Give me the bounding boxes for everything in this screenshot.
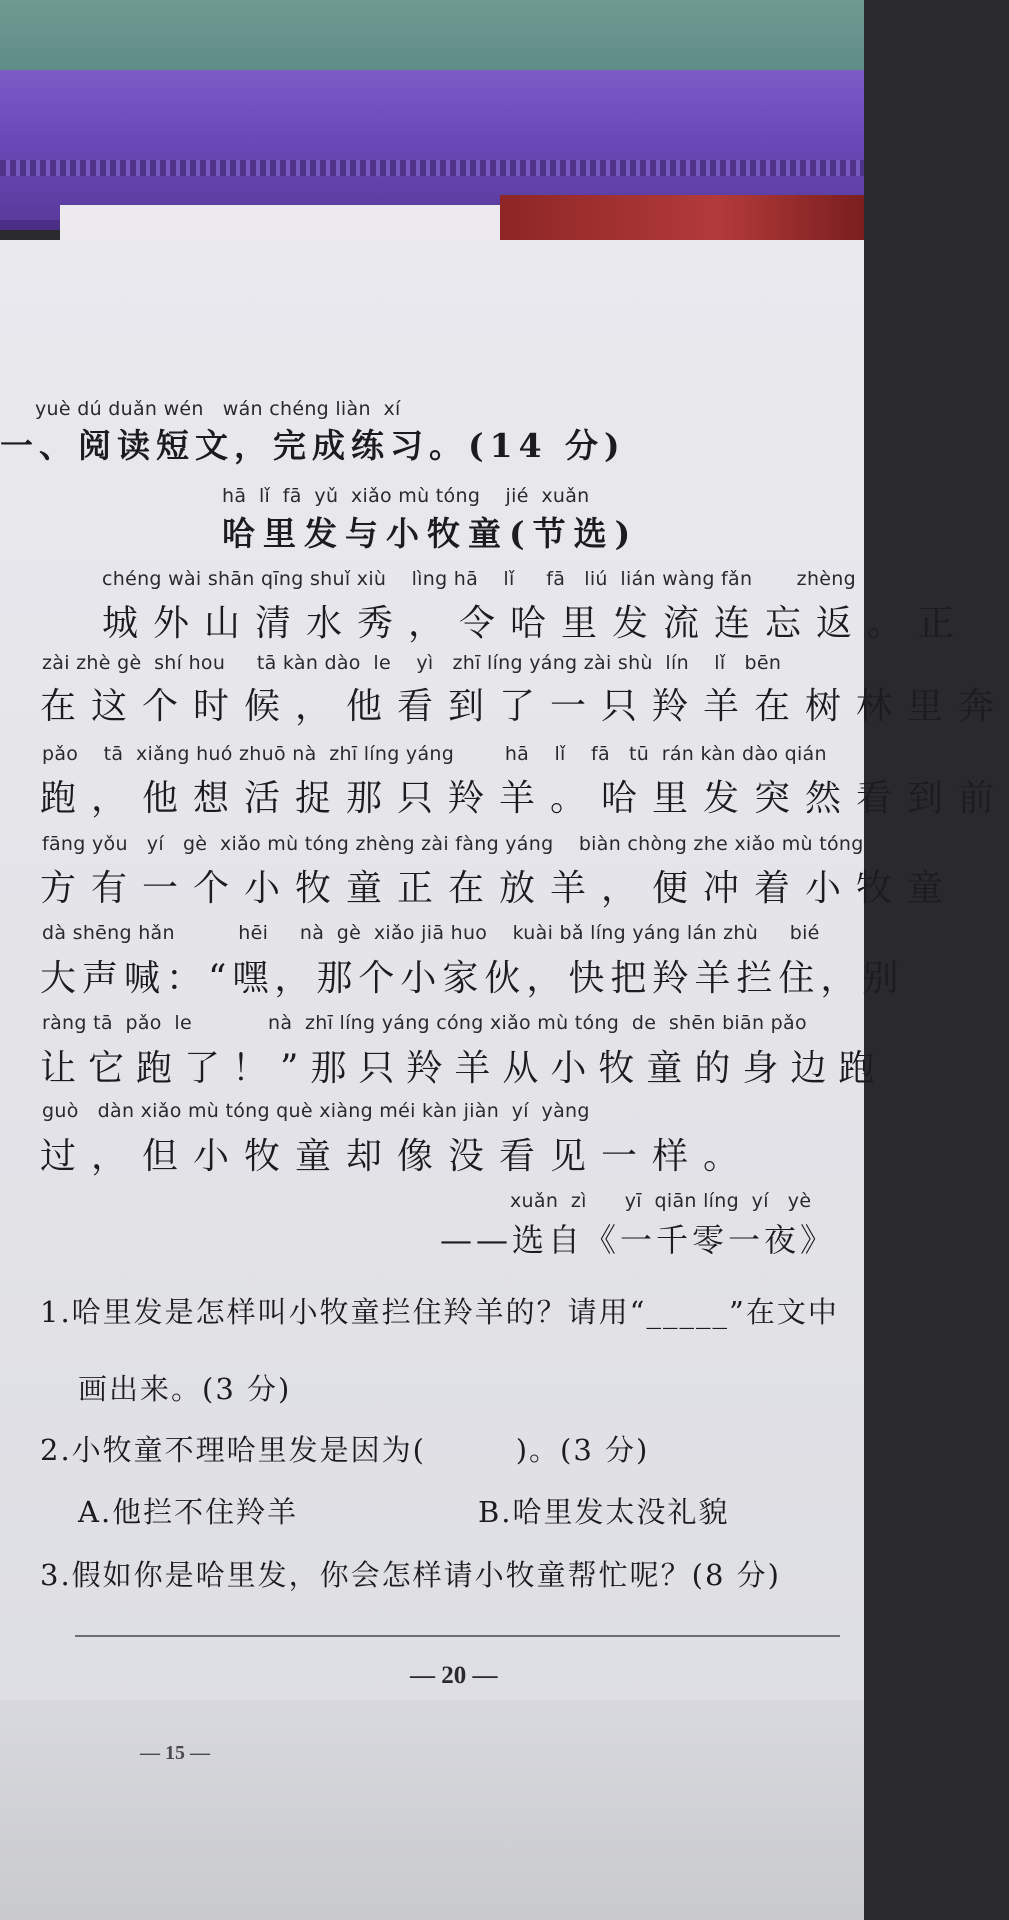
question-3: 3.假如你是哈里发，你会怎样请小牧童帮忙呢？(8 分): [40, 1558, 781, 1592]
question-1-line-1: 1.哈里发是怎样叫小牧童拦住羚羊的？请用“_____”在文中: [40, 1295, 839, 1329]
passage-line-4: 方有一个小牧童正在放羊，便冲着小牧童: [40, 868, 959, 909]
answer-line: [75, 1635, 840, 1637]
passage-line-2: 在这个时候，他看到了一只羚羊在树林里奔: [40, 686, 1009, 727]
passage-line-7: 过，但小牧童却像没看见一样。: [40, 1136, 755, 1177]
passage-line-5: 大声喊：“嘿，那个小家伙，快把羚羊拦住，别: [40, 958, 905, 999]
title-pinyin: hā lǐ fā yǔ xiǎo mù tóng jié xuǎn: [222, 485, 590, 507]
passage-line-7-pinyin: guò dàn xiǎo mù tóng què xiàng méi kàn jiàn yí yàng: [42, 1100, 590, 1122]
passage-line-2-pinyin: zài zhè gè shí hou tā kàn dào le yì zhī líng yáng zài shù lín lǐ bēn: [42, 652, 782, 674]
passage-line-6: 让它跑了！”那只羚羊从小牧童的身边跑: [40, 1048, 887, 1089]
passage-line-3-pinyin: pǎo tā xiǎng huó zhuō nà zhī líng yáng hā lǐ fā tū rán kàn dào qián: [42, 743, 827, 765]
page-number: — 20 —: [410, 1662, 498, 1689]
zipper-strip: [0, 160, 864, 176]
passage-line-6-pinyin: ràng tā pǎo le nà zhī líng yáng cóng xiǎo mù tóng de shēn biān pǎo: [42, 1012, 807, 1034]
source-attribution: ——选自《一千零一夜》: [440, 1221, 837, 1259]
question-2-option-b: B.哈里发太没礼貌: [478, 1495, 730, 1529]
question-1-line-2: 画出来。(3 分): [78, 1372, 292, 1406]
passage-line-4-pinyin: fāng yǒu yí gè xiǎo mù tóng zhèng zài fàng yáng biàn chòng zhe xiǎo mù tóng: [42, 833, 864, 855]
passage-line-1-pinyin: chéng wài shān qīng shuǐ xiù lìng hā lǐ fā liú lián wàng fǎn zhèng: [102, 568, 856, 590]
question-2-option-a: A.他拦不住羚羊: [78, 1495, 299, 1529]
passage-line-3: 跑，他想活捉那只羚羊。哈里发突然看到前: [40, 778, 1009, 819]
page-shadow-area: [0, 1700, 864, 1920]
section-heading-pinyin: yuè dú duǎn wén wán chéng liàn xí: [35, 398, 401, 420]
source-pinyin: xuǎn zì yī qiān líng yí yè: [510, 1190, 812, 1212]
question-2: 2.小牧童不理哈里发是因为( )。(3 分): [40, 1433, 650, 1467]
passage-title: 哈里发与小牧童(节选): [222, 514, 639, 553]
back-page-number: — 15 —: [140, 1742, 210, 1764]
passage-line-5-pinyin: dà shēng hǎn hēi nà gè xiǎo jiā huo kuài bǎ líng yáng lán zhù bié: [42, 922, 820, 944]
section-heading: 一、阅读短文，完成练习。(14 分): [0, 426, 626, 465]
passage-line-1: 城外山清水秀，令哈里发流连忘返。正: [102, 603, 970, 644]
